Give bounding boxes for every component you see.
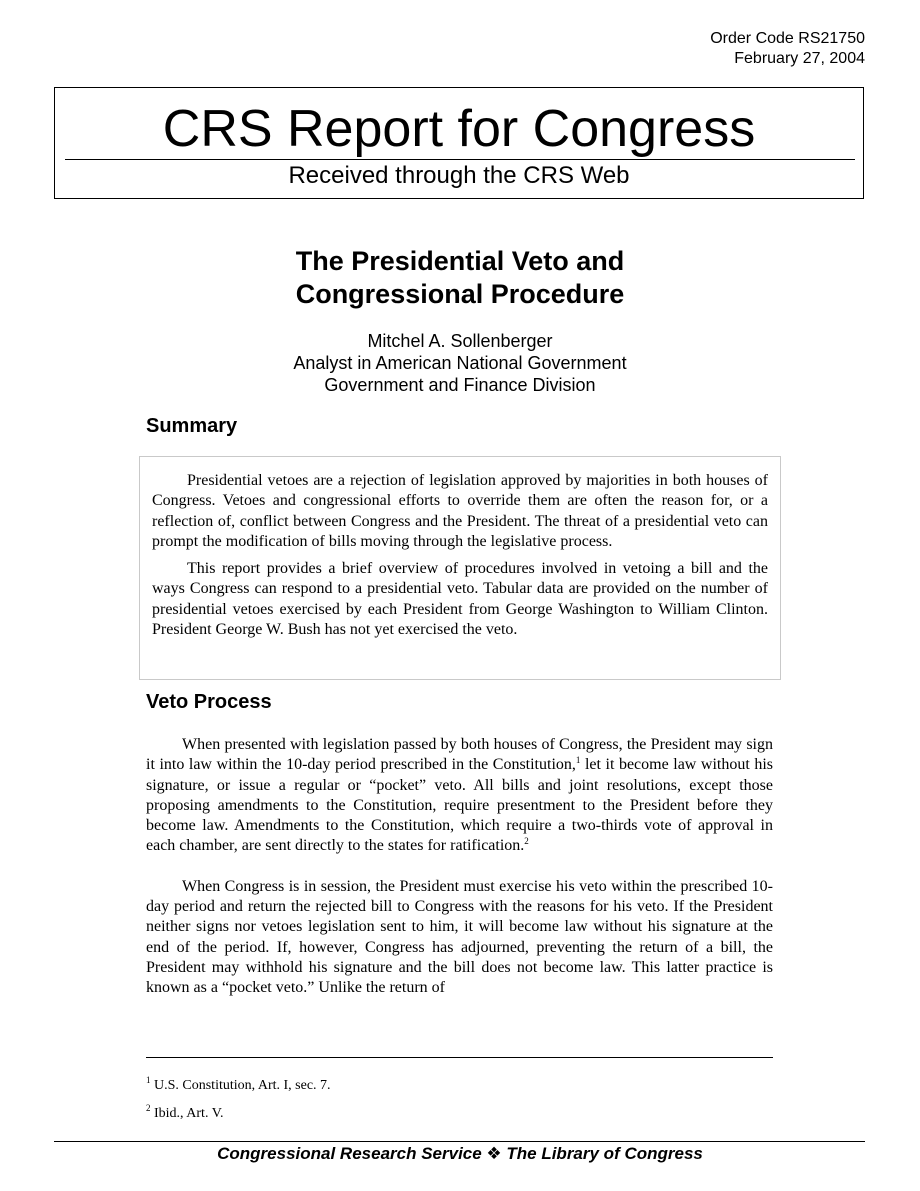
footnote-1: [146, 1077, 331, 1095]
summary-heading: Summary: [146, 415, 238, 437]
report-title: [0, 245, 920, 311]
footnote-ref-2: 2: [524, 836, 529, 847]
footnote-ref-1: 1: [575, 755, 581, 766]
summary-paragraph-1: Presidential vetoes are a rejection of legislation approved by majorities in both houses of Congress. Vetoes and congressional efforts to override them are often the reason for, or a reflection of, conflict between Congress and the President. The threat of a presidential veto can prompt the modification of bills moving through the legislative process.: [152, 472, 768, 550]
footnote-2-text: Ibid., Art. V.: [150, 1106, 224, 1121]
masthead-title: CRS Report for Congress: [162, 100, 756, 158]
footer-text: Congressional Research Service ❖ The Library of Congress: [217, 1144, 703, 1163]
footnote-2-number: 2: [146, 1103, 151, 1113]
footnote-divider: [146, 1057, 773, 1058]
veto-process-heading: Veto Process: [146, 691, 272, 713]
footnote-1-text: U.S. Constitution, Art. I, sec. 7.: [150, 1078, 331, 1093]
masthead-subtitle: Received through the CRS Web: [288, 162, 630, 189]
author-division: Government and Finance Division: [324, 375, 596, 395]
report-title-line1: The Presidential Veto and: [295, 246, 625, 276]
order-code-block: [710, 29, 865, 69]
order-code: Order Code RS21750: [710, 30, 865, 47]
masthead-divider: [65, 159, 855, 160]
footer-divider: [54, 1141, 865, 1142]
body-paragraph-1-part-b: let it become law without his signature, or issue a regular or “pocket” veto. All bills and joint resolutions, except those proposing amendments to the Constitution, require presentment to the President before they become law. Amendments to the Constitution, which require a two-thirds vote of approval in each chamber, are sent directly to the states for ratification.: [146, 756, 774, 855]
masthead: [54, 87, 864, 199]
footnote-2: [146, 1105, 224, 1123]
author-block: [0, 330, 920, 396]
author-name: Mitchel A. Sollenberger: [367, 331, 553, 351]
body-paragraph-1-part-a: When presented with legislation passed by both houses of Congress, the President may sign it into law within the 10-day period prescribed in the Constitution,: [146, 736, 773, 774]
summary-box: [139, 456, 781, 680]
report-title-line2: Congressional Procedure: [295, 279, 625, 309]
summary-paragraph-2: This report provides a brief overview of procedures involved in vetoing a bill and the ways Congress can respond to a presidential veto. Tabular data are provided on the number of presidential vetoes exercised by each President from George Washington to William Clinton. President George W. Bush has not yet exercised the veto.: [152, 560, 768, 639]
report-date: February 27, 2004: [734, 50, 865, 67]
author-title: Analyst in American National Government: [293, 353, 627, 373]
body-text: [146, 735, 773, 999]
body-paragraph-2: When Congress is in session, the President must exercise his veto within the prescribed 10-day period and return the rejected bill to Congress with the reasons for his veto. If the President neither signs nor vetoes legislation sent to him, it will become law without his signature at the end of the period. If, however, Congress has adjourned, preventing the return of a bill, the President may withhold his signature and the bill does not become law. This latter practice is known as a “pocket veto.” Unlike the return of: [146, 877, 773, 997]
footnote-1-number: 1: [146, 1075, 151, 1085]
body-paragraph-1: [146, 735, 773, 857]
